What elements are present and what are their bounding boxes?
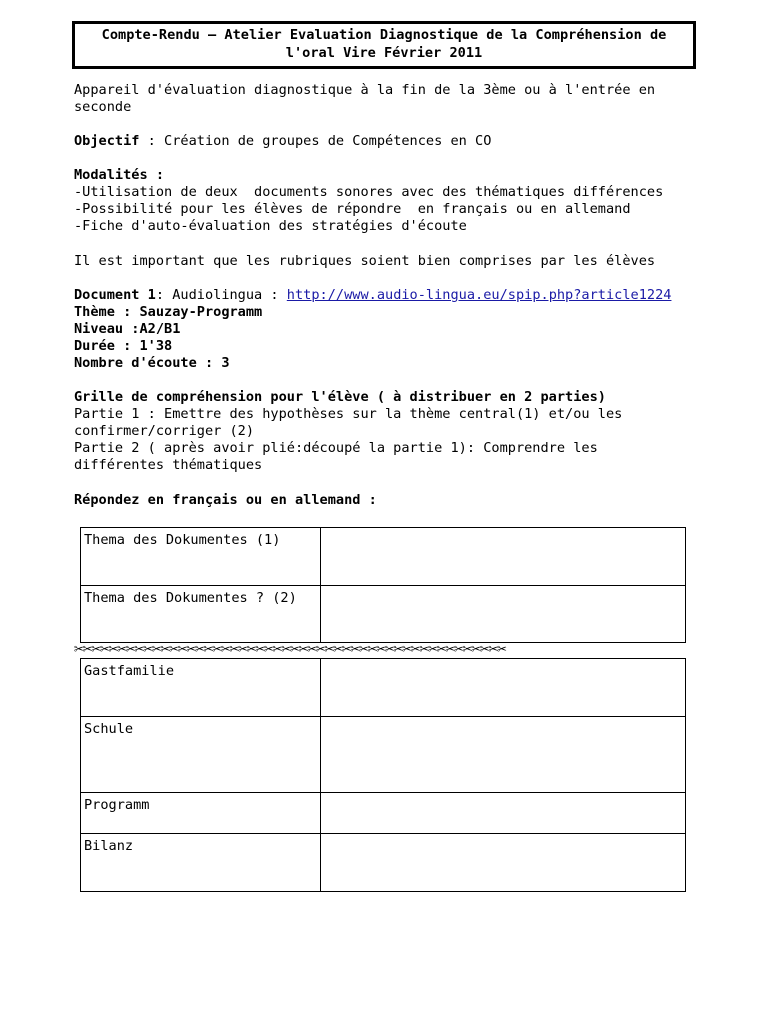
table-row	[81, 528, 686, 586]
modalites-item: -Fiche d'auto-évaluation des stratégies d'écoute	[74, 218, 467, 234]
title-line-2: l'oral Vire Février 2011	[285, 45, 483, 61]
document-ecoute: Nombre d'écoute : 3	[74, 355, 230, 371]
answer-cell[interactable]	[321, 586, 686, 643]
table-label-cell: Thema des Dokumentes ? (2)	[81, 586, 321, 643]
answer-cell[interactable]	[321, 834, 686, 892]
title-line-1: Compte-Rendu – Atelier Evaluation Diagnostique de la Compréhension de	[101, 27, 667, 43]
table-row	[81, 793, 686, 834]
objectif-line	[74, 133, 491, 150]
document-niveau: Niveau :A2/B1	[74, 321, 181, 337]
title-box	[72, 21, 696, 69]
table-label-cell: Thema des Dokumentes (1)	[81, 528, 321, 586]
scissors-cut-line: ✂✂✂✂✂✂✂✂✂✂✂✂✂✂✂✂✂✂✂✂✂✂✂✂✂✂✂✂✂✂✂✂✂✂✂✂✂✂✂✂✂✂✂✂✂✂✂✂✂✂	[74, 640, 506, 658]
theme-table	[80, 527, 686, 643]
document-line	[74, 287, 671, 304]
table-row	[81, 586, 686, 643]
answer-cell[interactable]	[321, 793, 686, 834]
intro-line-1: Appareil d'évaluation diagnostique à la fin de la 3ème ou à l'entrée en	[74, 82, 656, 98]
answer-cell[interactable]	[321, 528, 686, 586]
important-note: Il est important que les rubriques soient bien comprises par les élèves	[74, 253, 656, 269]
grille-partie2-line2: différentes thématiques	[74, 457, 263, 473]
document-theme: Thème : Sauzay-Programm	[74, 304, 263, 320]
table-label-cell: Bilanz	[81, 834, 321, 892]
table-label-cell: Schule	[81, 717, 321, 793]
document-source: : Audiolingua :	[155, 287, 287, 303]
objectif-text: : Création de groupes de Compétences en CO	[139, 133, 492, 149]
table-row	[81, 659, 686, 717]
modalites-item: -Utilisation de deux documents sonores avec des thématiques différences	[74, 184, 664, 200]
grille-partie1-line1: Partie 1 : Emettre des hypothèses sur la thème central(1) et/ou les	[74, 406, 623, 422]
modalites-label: Modalités :	[74, 167, 165, 183]
objectif-label: Objectif	[74, 133, 140, 149]
thematic-table	[80, 658, 686, 892]
table-label-cell: Programm	[81, 793, 321, 834]
answer-cell[interactable]	[321, 717, 686, 793]
grille-partie1-line2: confirmer/corriger (2)	[74, 423, 255, 439]
modalites-item: -Possibilité pour les élèves de répondre en français ou en allemand	[74, 201, 631, 217]
repondez-instruction: Répondez en français ou en allemand :	[74, 492, 377, 508]
document-label: Document 1	[74, 287, 156, 303]
document-duree: Durée : 1'38	[74, 338, 173, 354]
table-label-cell: Gastfamilie	[81, 659, 321, 717]
grille-heading: Grille de compréhension pour l'élève ( à distribuer en 2 parties)	[74, 389, 606, 405]
intro-line-2: seconde	[74, 99, 132, 115]
answer-cell[interactable]	[321, 659, 686, 717]
table-row	[81, 834, 686, 892]
document-link[interactable]: http://www.audio-lingua.eu/spip.php?article1224	[286, 287, 672, 303]
grille-partie2-line1: Partie 2 ( après avoir plié:découpé la partie 1): Comprendre les	[74, 440, 598, 456]
table-row	[81, 717, 686, 793]
